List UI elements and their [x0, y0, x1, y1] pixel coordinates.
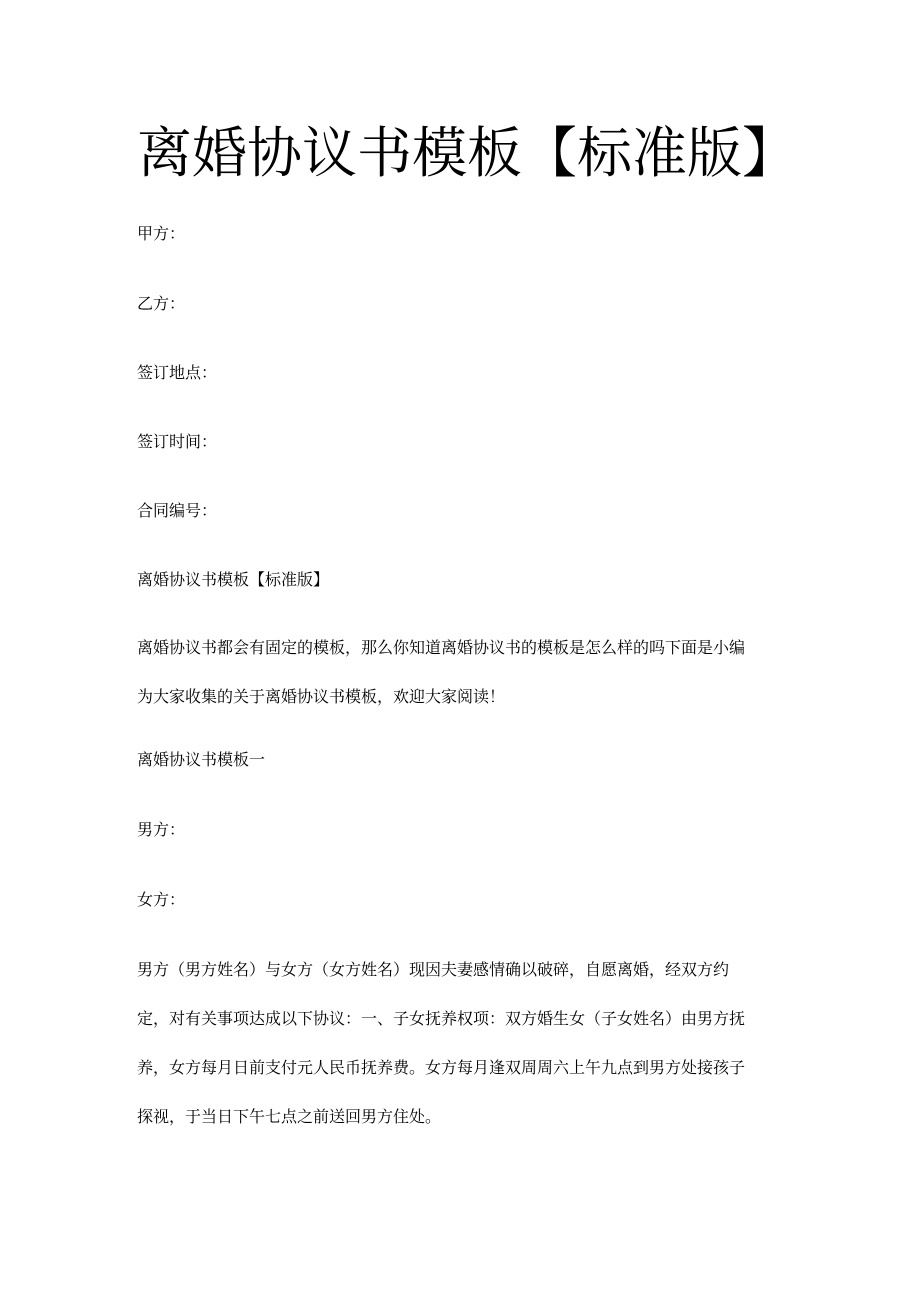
sign-time-field: 签订时间： [137, 432, 218, 451]
contract-number-field: 合同编号： [137, 501, 218, 520]
document-title: 离婚协议书模板【标准版】 [137, 121, 798, 185]
party-b-field: 乙方： [137, 294, 186, 313]
body-line: 定，对有关事项达成以下协议：一、子女抚养权项：双方婚生女（子女姓名）由男方抚 [137, 1009, 746, 1028]
intro-line: 为大家收集的关于离婚协议书模板，欢迎大家阅读！ [137, 687, 506, 706]
male-party-field: 男方： [137, 820, 186, 839]
body-line: 养，女方每月日前支付元人民币抚养费。女方每月逢双周周六上午九点到男方处接孩子 [137, 1058, 746, 1077]
agreement-body-paragraph [137, 960, 797, 1127]
intro-paragraph [137, 638, 797, 707]
sign-place-field: 签订地点： [137, 363, 218, 382]
document-subtitle: 离婚协议书模板【标准版】 [137, 570, 330, 589]
section-heading: 离婚协议书模板一 [137, 750, 266, 769]
female-party-field: 女方： [137, 890, 186, 909]
body-line: 探视，于当日下午七点之前送回男方住处。 [137, 1107, 442, 1126]
body-line: 男方（男方姓名）与女方（女方姓名）现因夫妻感情确以破碎，自愿离婚，经双方约 [137, 960, 730, 979]
party-a-field: 甲方： [137, 224, 186, 243]
intro-line: 离婚协议书都会有固定的模板，那么你知道离婚协议书的模板是怎么样的吗下面是小编 [137, 638, 746, 657]
